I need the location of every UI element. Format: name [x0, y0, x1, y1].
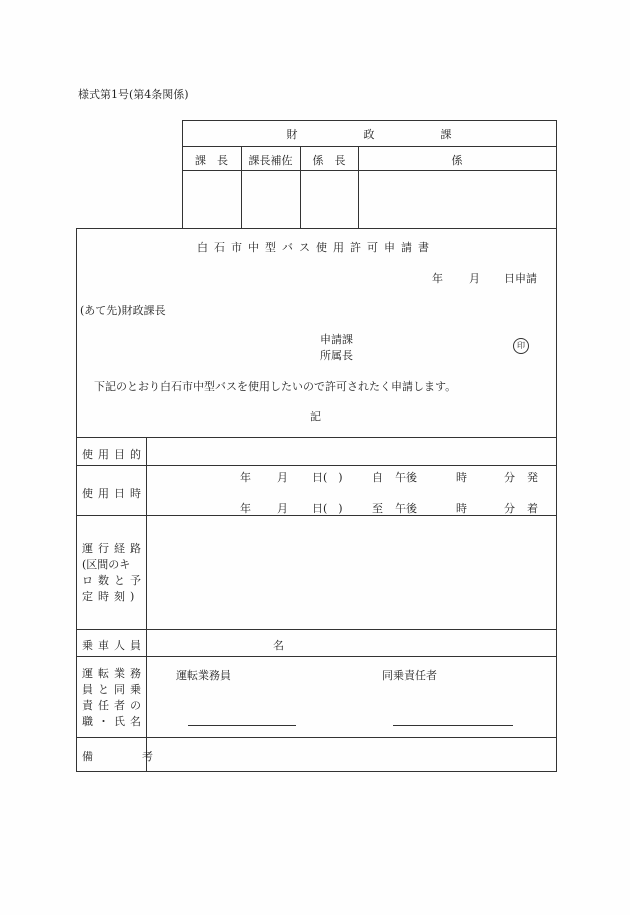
approval-col-chief: 課 長: [195, 154, 228, 167]
form-number: 様式第1号(第4条関係): [78, 88, 189, 101]
route-char: 時: [98, 590, 114, 603]
passengers-label: 乗車人員: [82, 639, 146, 652]
drivers-label-line: 員と同乗: [82, 683, 146, 696]
remarks-label: 備 考: [82, 750, 157, 763]
responsible-signature-line[interactable]: [393, 725, 513, 726]
start-day: 日( ): [312, 471, 343, 484]
route-char: 刻: [114, 590, 130, 603]
drivers-label-line: 責任者の: [82, 699, 146, 712]
seal-mark: 印: [513, 338, 529, 354]
passengers-field[interactable]: [150, 632, 270, 654]
date-month: 月: [469, 272, 480, 285]
applicant-dept: 申請課: [320, 333, 353, 346]
drivers-label-line: 運転業務: [82, 667, 146, 680]
approval-department: 財 政 課: [286, 128, 452, 141]
start-hour: 時: [456, 471, 467, 484]
route-char: 運: [82, 542, 98, 555]
end-year: 年: [240, 502, 251, 515]
start-minute: 分: [504, 471, 515, 484]
datetime-label: 使用日時: [82, 487, 146, 500]
route-char: と: [114, 574, 130, 587]
route-char: 数: [98, 574, 114, 587]
applicant-head: 所属長: [320, 349, 353, 362]
start-depart: 発: [527, 471, 538, 484]
route-char: 予: [130, 574, 146, 587]
end-day: 日( ): [312, 502, 343, 515]
addressee: (あて先)財政課長: [80, 304, 166, 317]
purpose-label: 使用目的: [82, 448, 146, 461]
end-to: 至: [372, 502, 383, 515]
start-from: 自: [372, 471, 383, 484]
passengers-unit: 名: [273, 639, 284, 652]
drivers-label: [82, 666, 146, 730]
end-month: 月: [277, 502, 288, 515]
approval-col-subchief: 係 長: [312, 154, 346, 167]
date-apply: 日申請: [504, 272, 537, 285]
approval-col-deputy: 課長補佐: [248, 154, 293, 167]
form-title: 白石市中型バス使用許可申請書: [197, 241, 435, 254]
driver-label: 運転業務員: [176, 669, 231, 682]
end-hour: 時: [456, 502, 467, 515]
approval-col-staff: 係: [451, 154, 463, 167]
end-pm: 午後: [395, 502, 417, 515]
ki-marker: 記: [310, 410, 321, 423]
route-char: 路: [130, 542, 146, 555]
end-minute: 分: [504, 502, 515, 515]
request-text: 下記のとおり白石市中型バスを使用したいので許可されたく申請します。: [94, 380, 457, 393]
start-year: 年: [240, 471, 251, 484]
end-arrive: 着: [527, 502, 538, 515]
route-label: [82, 541, 146, 605]
driver-signature-line[interactable]: [188, 725, 296, 726]
route-char: 定: [82, 590, 98, 603]
route-char: ): [130, 590, 140, 603]
route-char: (区間のキ: [82, 558, 131, 571]
responsible-label: 同乗責任者: [382, 669, 437, 682]
route-char: 経: [114, 542, 130, 555]
date-year: 年: [432, 272, 443, 285]
start-pm: 午後: [395, 471, 417, 484]
drivers-label-line: 職・氏名: [82, 715, 146, 728]
route-field[interactable]: [150, 518, 552, 626]
purpose-field[interactable]: [150, 440, 552, 462]
remarks-field[interactable]: [150, 740, 552, 768]
route-char: ロ: [82, 574, 98, 587]
start-month: 月: [277, 471, 288, 484]
route-char: 行: [98, 542, 114, 555]
